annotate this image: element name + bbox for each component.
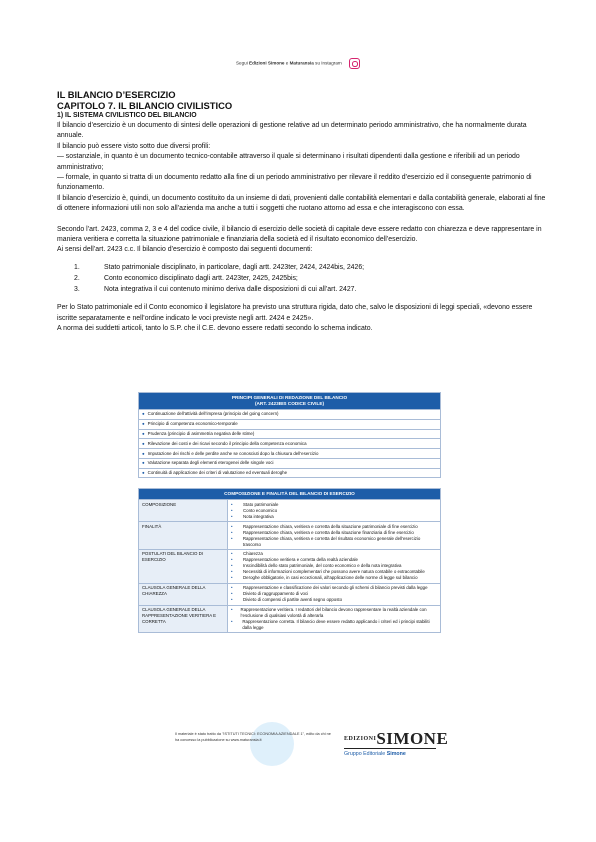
composition-table-header: COMPOSIZIONE E FINALITÀ DEL BILANCIO DI ESERCIZIO [139, 489, 441, 500]
page-footer [0, 722, 596, 764]
table-row: POSTULATI DEL BILANCIO DI ESERCIZIO • Chiarezza • Rappresentazione veritiera e corretta della realtà aziendale • Inscindibilità dello stato patrimoniale, del conto economico e della nota integrativa • Necessità di informazioni complementari che possono avere natura contabile o extracontabile • Deroghe obbligatorie, in casi eccezionali, all’applicazione delle norme di legge sul bilancio [139, 550, 441, 584]
paragraph: Il bilancio d’esercizio è, quindi, un documento costituito da un insieme di dati, provenienti dalle contabilità elementari e dalla contabilità generale, elaborati al fine di ottenere informazioni utili non solo all’azienda ma anche a tutti i soggetti che ruotano attorno ad essa e che interagiscono con essa. [57, 194, 546, 213]
tables-figure [138, 392, 441, 633]
paragraph: Ai sensi dell’art. 2423 c.c. Il bilancio d’esercizio è composto dai seguenti documenti: [57, 246, 313, 254]
table-row: ● Principio di competenza economico-temporale [139, 419, 441, 429]
table-row: ● Prudenza (principio di asimmetria negativa delle stime) [139, 429, 441, 439]
paragraph: Il bilancio d’esercizio è un documento di sintesi delle operazioni di gestione relative ad un determinato periodo amministrativo, che ha normalmente durata annuale. [57, 122, 527, 140]
section-title: 1) IL SISTEMA CIVILISTICO DEL BILANCIO [57, 112, 197, 119]
paragraph: — formale, in quanto si tratta di un documento redatto alla fine di un periodo amministrativo per rilevare il reddito d’esercizio ed il conseguente patrimonio di funzionamento. [57, 174, 532, 192]
chapter-title: CAPITOLO 7. IL BILANCIO CIVILISTICO [57, 100, 233, 111]
decorative-circle [250, 722, 294, 766]
table-row: CLAUSOLA GENERALE DELLA CHIAREZZA • Rappresentazione e classificazione dei valori secondo gli schemi di bilancio previsti dalla legge • Divieto di raggruppamento di voci • Divieto di compensi di partite aventi segno opposto [139, 583, 441, 605]
principles-table-header: PRINCIPI GENERALI DI REDAZIONE DEL BILANCIO (ART. 2423BIS CODICE CIVILE) [139, 393, 441, 410]
composition-table [138, 488, 441, 633]
follow-app: Maturansia [289, 60, 314, 66]
document-list [57, 262, 547, 296]
list-item: 1. Stato patrimoniale disciplinato, in particolare, dagli artt. 2423ter, 2424, 2424bis, 2426; [74, 263, 365, 271]
table-row: ● Valutazione separata degli elementi eterogenei delle singole voci [139, 458, 441, 468]
table-row: ● Continuazione dell’attività dell’impresa (principio del going concern) [139, 410, 441, 420]
table-row: FINALITÀ • Rappresentazione chiara, veritiera e corretta della situazione patrimoniale di fine esercizio • Rappresentazione chiara, veritiera e corretta della situazione finanziaria di fine esercizio • Rappresentazione chiara, veritiera e corretta del risultato economico generale dell’esercizio trascorso [139, 522, 441, 550]
source-note: Il materiale è stato tratto da "ISTITUTI TECNICI: ECONOMIA AZIENDALE 1", edito da chi ne ha concesso la pubblicazione su www.maturansia.it [175, 732, 331, 742]
follow-suffix: su Instagram [313, 60, 342, 66]
list-item: 2. Conto economico disciplinato dagli artt. 2423ter, 2425, 2425bis; [74, 275, 298, 283]
list-item: 3. Nota integrativa il cui contenuto minimo deriva dalle disposizioni di cui all’art. 2427. [74, 286, 357, 294]
document-body [57, 89, 547, 335]
instagram-banner [0, 58, 596, 69]
table-row: ● Rilevazione dei costi e dei ricavi secondo il principio della competenza economica [139, 439, 441, 449]
follow-prefix: Segui [235, 60, 250, 66]
table-row: ● Imputazione dei rischi e delle perdite anche se conosciuti dopo la chiusura dell’esercizio [139, 449, 441, 459]
follow-mid: e [284, 60, 290, 66]
principles-table [138, 392, 441, 478]
paragraph: Il bilancio può essere visto sotto due diversi profili: [57, 142, 211, 150]
follow-brand: Edizioni Simone [249, 60, 285, 66]
table-row: COMPOSIZIONE • Stato patrimoniale • Conto economico • Nota integrativa [139, 500, 441, 522]
paragraph: Secondo l’art. 2423, comma 2, 3 e 4 del codice civile, il bilancio di esercizio delle società di capitale deve essere redatto con chiarezza e deve rappresentare in maniera veritiera e corretta la situazione patrimoniale e finanziaria della società ed il risultato economico dell’esercizio. [57, 225, 542, 244]
paragraph: A norma dei suddetti articoli, tanto lo S.P. che il C.E. devono essere redatti secondo lo schema indicato. [57, 325, 373, 333]
instagram-icon[interactable] [349, 58, 360, 69]
paragraph: — sostanziale, in quanto è un documento tecnico-contabile attraverso il quale si determinano i risultati dipendenti dalla gestione e riferibili ad un periodo amministrativo; [57, 153, 520, 171]
table-row: CLAUSOLA GENERALE DELLA RAPPRESENTAZIONE VERITIERA E CORRETTA • Rappresentazione veritiera. I redattori del bilancio devono rappresentare la realtà aziendale con l’esclusione di qualsiasi volontà di alterarla • Rappresentazione corretta. Il bilancio deve essere redatto applicando i criteri ed i principi stabiliti dalla legge [139, 605, 441, 633]
publisher-logo: $^{EDIZIONI}$SIMONE Gruppo Editoriale Simone [344, 729, 449, 757]
doc-title: IL BILANCIO D’ESERCIZIO [57, 89, 176, 100]
table-row: ● Continuità di applicazione dei criteri di valutazione ed eventuali deroghe [139, 468, 441, 478]
paragraph: Per lo Stato patrimoniale ed il Conto economico il legislatore ha previsto una struttura rigida, dato che, salvo le disposizioni di leggi speciali, «devono essere iscritte separatamente e nell’ordine indicato le voci previste negli artt. 2424 e 2425». [57, 304, 533, 322]
